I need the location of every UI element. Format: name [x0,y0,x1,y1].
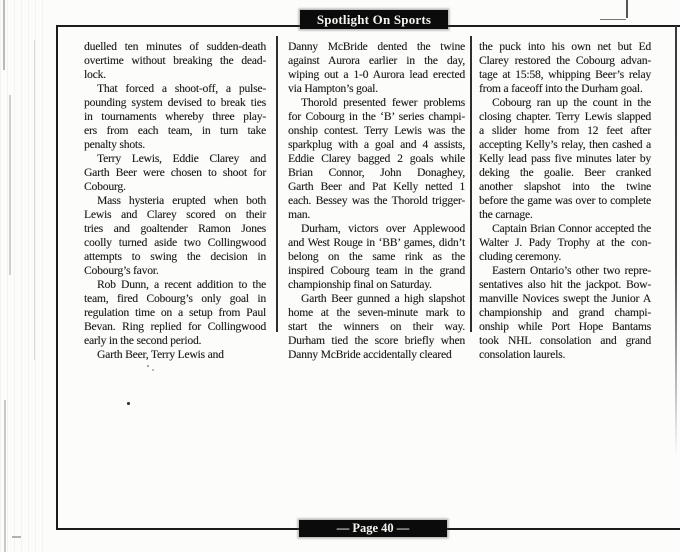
text-line: regulation time on a setup from Paul [84,306,266,319]
text-line: Eddie Clarey bagged 2 goals while [288,152,465,165]
text-line: the puck into his own net but Ed [479,40,651,53]
text-line: Eastern Ontario’s other two repre- [492,264,651,277]
text-line: sentatives also hit the jackpot. Bow- [479,278,651,291]
scan-speck [147,365,149,367]
text-line: onship while Port Hope Bantams [479,320,651,333]
text-line: deking the goalie. Beer cranked [479,166,651,179]
text-line: That forced a shoot-off, a pulse- [97,82,266,95]
frame-right-border [675,26,677,456]
text-line: Brian Connor, John Donaghey, [288,166,465,179]
text-line: onship contest. Terry Lewis was the [288,124,465,137]
text-line: pounding system devised to break ties [84,96,266,109]
text-line: Bevan. Ring replied for Collingwood [84,320,266,333]
text-line: Garth Beer gunned a high slapshot [301,292,465,305]
text-line: man. [288,208,311,221]
text-line: coolly turned aside two Collingwood [84,236,266,249]
paragraph [288,40,465,96]
paragraph [84,40,266,82]
text-column-2 [288,40,465,362]
text-line: Captain Brian Connor accepted the [492,222,651,235]
text-line: overtime without breaking the dead- [84,54,266,67]
text-column-3 [479,40,651,362]
footer-page-banner [299,520,447,537]
column-divider [276,36,278,332]
text-line: belong on the same rink as the [288,250,465,263]
text-line: Garth Beer, Terry Lewis and [97,348,224,361]
paragraph [84,82,266,152]
text-line: Cobourg. [84,180,126,193]
paragraph [479,222,651,264]
frame-left-border [56,25,58,530]
text-line: Garth Beer were chosen to shoot for [84,166,266,179]
text-line: a slider home from 12 feet after [479,124,651,137]
text-line: manville Novices swept the Junior A [479,292,651,305]
header-banner [300,10,448,29]
text-line: Walter J. Pady Trophy at the con- [479,236,651,249]
text-line: lock. [84,68,106,81]
header-banner-label: Spotlight On Sports [316,12,432,27]
text-line: Garth Beer and Pat Kelly netted 1 [288,180,465,193]
paragraph [479,96,651,222]
paragraph [84,278,266,348]
text-line: championship and grand champi- [479,306,651,319]
text-line: tries and goaltender Ramon Jones [84,222,266,235]
scan-streak [4,400,6,552]
text-line: Durham tied the score briefly when [288,334,465,347]
text-column-1 [84,40,266,362]
text-line: via Hampton’s goal. [288,82,378,95]
text-line: duelled ten minutes of sudden-death [84,40,266,53]
paragraph [288,96,465,222]
scan-page-edge-tick [626,0,628,18]
text-line: Danny McBride dented the twine [288,40,465,53]
text-line: Kelly lead pass five minutes later by [479,152,651,165]
text-line: closing chapter. Terry Lewis slapped [479,110,651,123]
text-line: Durham, victors over Applewood [301,222,465,235]
text-line: penalty shots. [84,138,145,151]
text-line: attempts to swing the decision in [84,250,266,263]
scan-speck [127,402,130,405]
text-line: Cobourg ran up the count in the [492,96,651,109]
paragraph [84,194,266,278]
text-line: Clarey restored the Cobourg advan- [479,54,651,67]
text-line: took NHL consolation and grand [479,334,651,347]
paragraph [84,348,266,362]
text-line: ers from each team, in turn take [84,124,266,137]
scan-speck [152,369,154,371]
scan-streak [9,95,11,275]
text-line: Rob Dunn, a recent addition to the [97,278,266,291]
text-line: for Cobourg in the ‘B’ series champi- [288,110,465,123]
text-line: consolation laurels. [479,348,566,361]
text-line: Terry Lewis, Eddie Clarey and [97,152,266,165]
text-line: tage at 15:58, whipping Beer’s relay [479,68,651,81]
text-line: early in the second period. [84,334,202,347]
text-line: inspired Cobourg team in the grand [288,264,465,277]
scan-streak [34,40,35,360]
scan-streak [12,536,21,538]
paragraph [479,40,651,96]
text-line: the carnage. [479,208,533,221]
text-line: Danny McBride accidentally cleared [288,348,452,361]
paragraph [84,152,266,194]
text-line: another slapshot into the twine [479,180,651,193]
text-line: against Aurora earlier in the day, [288,54,465,67]
text-line: Thorold presented fewer problems [301,96,465,109]
text-line: in tournaments whereby three play- [84,110,266,123]
text-line: each. Bessey was the Thorold trigger- [288,194,465,207]
text-line: and West Rouge in ‘BB’ games, didn’t [288,236,465,249]
text-line: accepting Kelly’s relay, then cashed a [479,138,651,151]
text-line: Lewis and Clarey scored on their [84,208,266,221]
text-line: Mass hysteria erupted when both [97,194,266,207]
scan-streak [3,0,5,70]
footer-page-label: — Page 40 — [336,521,410,535]
column-divider [470,36,472,332]
text-line: sparkplug with a goal and 4 assists, [288,138,465,151]
text-line: Cobourg’s favor. [84,264,159,277]
text-line: home at the seven-minute mark to [288,306,465,319]
text-line: start the winners on their way. [288,320,465,333]
text-line: championship final on Saturday. [288,278,432,291]
scan-edge-artifact [0,0,44,552]
paragraph [288,292,465,362]
text-line: wiping out a 1-0 Aurora lead erected [288,68,465,81]
text-line: from a faceoff into the Durham goal. [479,82,643,95]
scan-page-edge-tick [600,19,626,20]
text-line: team, fired Cobourg’s only goal in [84,292,266,305]
paragraph [479,264,651,362]
text-line: cluding ceremony. [479,250,562,263]
text-line: before the game was over to complete [479,194,651,207]
paragraph [288,222,465,292]
